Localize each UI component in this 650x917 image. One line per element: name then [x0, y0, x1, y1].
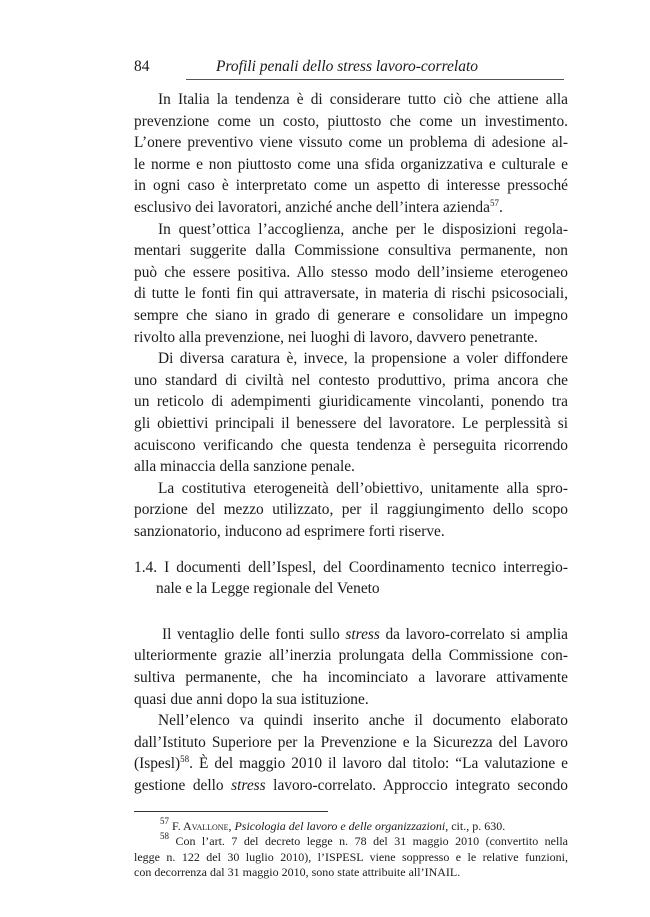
- text-line: Nell’elenco va quindi inserito anche il documento elaborato: [158, 712, 568, 730]
- page-number: 84: [134, 58, 150, 75]
- text-line: di tutte le fonti fin qui attraversate, in materia di rischi psicosociali,: [134, 285, 568, 303]
- text-line: porzione del mezzo utilizzato, per il raggiungimento dello scopo: [134, 501, 568, 519]
- running-header: [134, 58, 564, 80]
- text-run: (Ispesl): [134, 755, 181, 773]
- paragraph-1: [134, 89, 568, 219]
- text-line: La costitutiva eterogeneità dell’obiettivo, unitamente alla spro-: [158, 479, 568, 497]
- text-run-italic: stress: [231, 776, 266, 794]
- paragraph-6: [134, 710, 568, 796]
- text-line: L’onere preventivo viene vissuto come un problema di adesione al-: [134, 134, 568, 152]
- text-line: sempre che siano in grado di generare e consolidare un impegno: [134, 306, 568, 324]
- paragraph-5: [134, 624, 568, 710]
- text-run: , cit., p. 630.: [445, 818, 506, 833]
- heading-line: nale e la Legge regionale del Veneto: [156, 580, 380, 598]
- footnote-line: legge n. 122 del 30 luglio 2010), l’ISPESL viene soppresso e le relative funzioni,: [134, 849, 568, 864]
- footnote-line: [134, 831, 568, 850]
- text-line: rivolto alla prevenzione, nei luoghi di lavoro, davvero penetrante.: [134, 328, 538, 346]
- paragraph-4: [134, 478, 568, 543]
- text-line: In quest’ottica l’accoglienza, anche per le disposizioni regola-: [158, 220, 568, 238]
- footnote-line: con decorrenza dal 31 maggio 2010, sono state attribuite all’INAIL.: [134, 865, 461, 880]
- footnote-57: [134, 815, 568, 835]
- text-run: lavoro-correlato. Approccio integrato secondo: [265, 776, 568, 794]
- footnote-58: [134, 831, 568, 850]
- footnote-ref-58: 58: [180, 754, 190, 765]
- text-run-italic: stress: [345, 625, 380, 643]
- text-line: [134, 624, 568, 646]
- footnote-number: 57: [160, 815, 169, 826]
- text-line: dall’Istituto Superiore per la Prevenzione e la Sicurezza del Lavoro: [134, 733, 568, 751]
- footnote-title: Psicologia del lavoro e delle organizzazioni: [234, 818, 446, 833]
- text-line: ulteriormente grazie all’inerzia prolungata della Commissione con-: [134, 647, 568, 665]
- text-line: Di diversa caratura è, invece, la propensione a voler diffondere: [158, 350, 568, 368]
- text-line: acuiscono verificando che questa tendenza è perseguita ricorrendo: [134, 436, 568, 454]
- text-line: mentari suggerite dalla Commissione consultiva permanente, non: [134, 242, 568, 260]
- footnote-number: 58: [160, 831, 169, 842]
- text-line: prevenzione come un costo, piuttosto che come un investimento.: [134, 112, 568, 130]
- text-run: Il ventaglio delle fonti sullo: [162, 625, 346, 643]
- text-line: può che essere positiva. Allo stesso modo dell’insieme eterogeneo: [134, 263, 568, 281]
- footnote-58-end: [134, 865, 568, 881]
- footnote-58-cont: [134, 850, 568, 866]
- text-run: ,: [228, 818, 235, 833]
- text-line: le norme e non piuttosto come una sfida organizzativa e culturale e: [134, 155, 568, 173]
- heading-line: 1.4. I documenti dell’Ispesl, del Coordinamento tecnico interregio-: [134, 558, 568, 576]
- text-run: .: [498, 198, 503, 216]
- text-run: esclusivo dei lavoratori, anziché anche dell’intera azienda: [134, 198, 490, 216]
- text-run: gestione dello: [134, 776, 232, 794]
- footnote-ref-57: 57: [489, 197, 499, 208]
- paragraph-3: [134, 348, 568, 478]
- text-line: sultiva permanente, che ha incominciato a lavorare attivamente: [134, 668, 568, 686]
- text-line: gli obiettivi principali il benessere del lavoratore. Le perplessità si: [134, 414, 568, 432]
- footnote-rule: [134, 811, 328, 812]
- text-run: Con l’art. 7 del decreto legge n. 78 del 31 maggio 2010 (convertito nella: [175, 834, 568, 849]
- text-line: sanzionatorio, inducono ad esprimere forti riserve.: [134, 522, 445, 540]
- text-line: un reticolo di adempimenti giuridicamente vincolanti, ponendo tra: [134, 393, 568, 411]
- footnote-author: F. Avallone: [172, 818, 229, 833]
- running-title: Profili penali dello stress lavoro-correlato: [216, 58, 479, 75]
- text-line: [134, 197, 568, 219]
- text-line: [134, 775, 568, 797]
- text-run: . È del maggio 2010 il lavoro dal titolo: “La valutazione e: [189, 755, 568, 773]
- text-line: alla minaccia della sanzione penale.: [134, 458, 355, 476]
- text-line: quasi due anni dopo la sua istituzione.: [134, 690, 369, 708]
- text-line: in ogni caso è interpretato come un aspetto di interesse pressoché: [134, 177, 568, 195]
- text-line: In Italia la tendenza è di considerare tutto ciò che attiene alla: [158, 91, 568, 108]
- header-rule: [186, 79, 564, 80]
- text-line: uno standard di civiltà nel contesto produttivo, prima ancora che: [134, 371, 568, 389]
- section-heading: [134, 557, 568, 600]
- text-run: da lavoro-correlato si amplia: [379, 625, 568, 643]
- paragraph-2: [134, 219, 568, 349]
- text-line: [134, 753, 568, 775]
- footnotes: [134, 815, 568, 835]
